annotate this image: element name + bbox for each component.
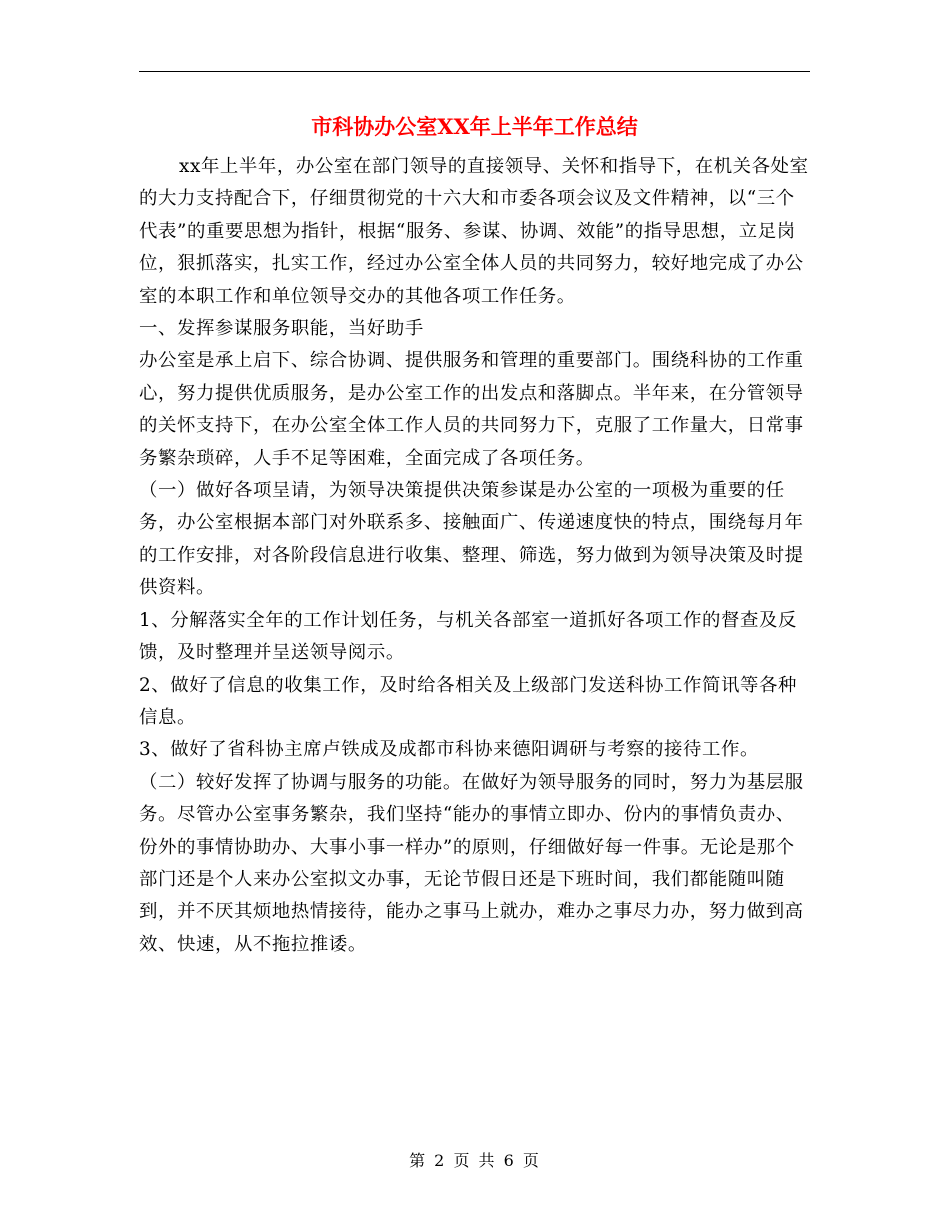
- paragraph-section-1: 办公室是承上启下、综合协调、提供服务和管理的重要部门。围绕科协的工作重心，努力提供优质服务，是办公室工作的出发点和落脚点。半年来，在分管领导的关怀支持下，在办公室全体工作人员的共同努力下，克服了工作量大，日常事务繁杂琐碎，人手不足等困难，全面完成了各项任务。: [139, 350, 804, 469]
- section-heading-1: 一、发挥参谋服务职能，当好助手: [139, 318, 424, 340]
- header-rule: [139, 71, 810, 72]
- list-item-1: 1、分解落实全年的工作计划任务，与机关各部室一道抓好各项工作的督查及反馈，及时整理并呈送领导阅示。: [139, 609, 797, 664]
- subsection-2: （二）较好发挥了协调与服务的功能。在做好为领导服务的同时，努力为基层服务。尽管办公室事务繁杂，我们坚持“能办的事情立即办、份内的事情负责办、份外的事情协助办、大事小事一样办”的原则，仔细做好每一件事。无论是那个部门还是个人来办公室拟文办事，无论节假日还是下班时间，我们都能随叫随到，并不厌其烦地热情接待，能办之事马上就办，难办之事尽力办，努力做到高效、快速，从不拖拉推诿。: [139, 771, 804, 955]
- document-title: 市科协办公室XX年上半年工作总结: [311, 114, 638, 139]
- list-item-2: 2、做好了信息的收集工作，及时给各相关及上级部门发送科协工作简讯等各种信息。: [139, 674, 797, 728]
- document-body: [139, 151, 810, 961]
- paragraph-intro: xx年上半年，办公室在部门领导的直接领导、关怀和指导下，在机关各处室的大力支持配合下，仔细贯彻党的十六大和市委各项会议及文件精神，以“三个代表”的重要思想为指针，根据“服务、参谋、协调、效能”的指导思想，立足岗位，狠抓落实，扎实工作，经过办公室全体人员的共同努力，较好地完成了办公室的本职工作和单位领导交办的其他各项工作任务。: [139, 156, 809, 307]
- list-item-3: 3、做好了省科协主席卢铁成及成都市科协来德阳调研与考察的接待工作。: [139, 739, 760, 761]
- subsection-1: （一）做好各项呈请，为领导决策提供决策参谋是办公室的一项极为重要的任务，办公室根据本部门对外联系多、接触面广、传递速度快的特点，围绕每月年的工作安排，对各阶段信息进行收集、整理、筛选，努力做到为领导决策及时提供资料。: [139, 480, 804, 599]
- page-number: 第 2 页 共 6 页: [409, 1151, 541, 1170]
